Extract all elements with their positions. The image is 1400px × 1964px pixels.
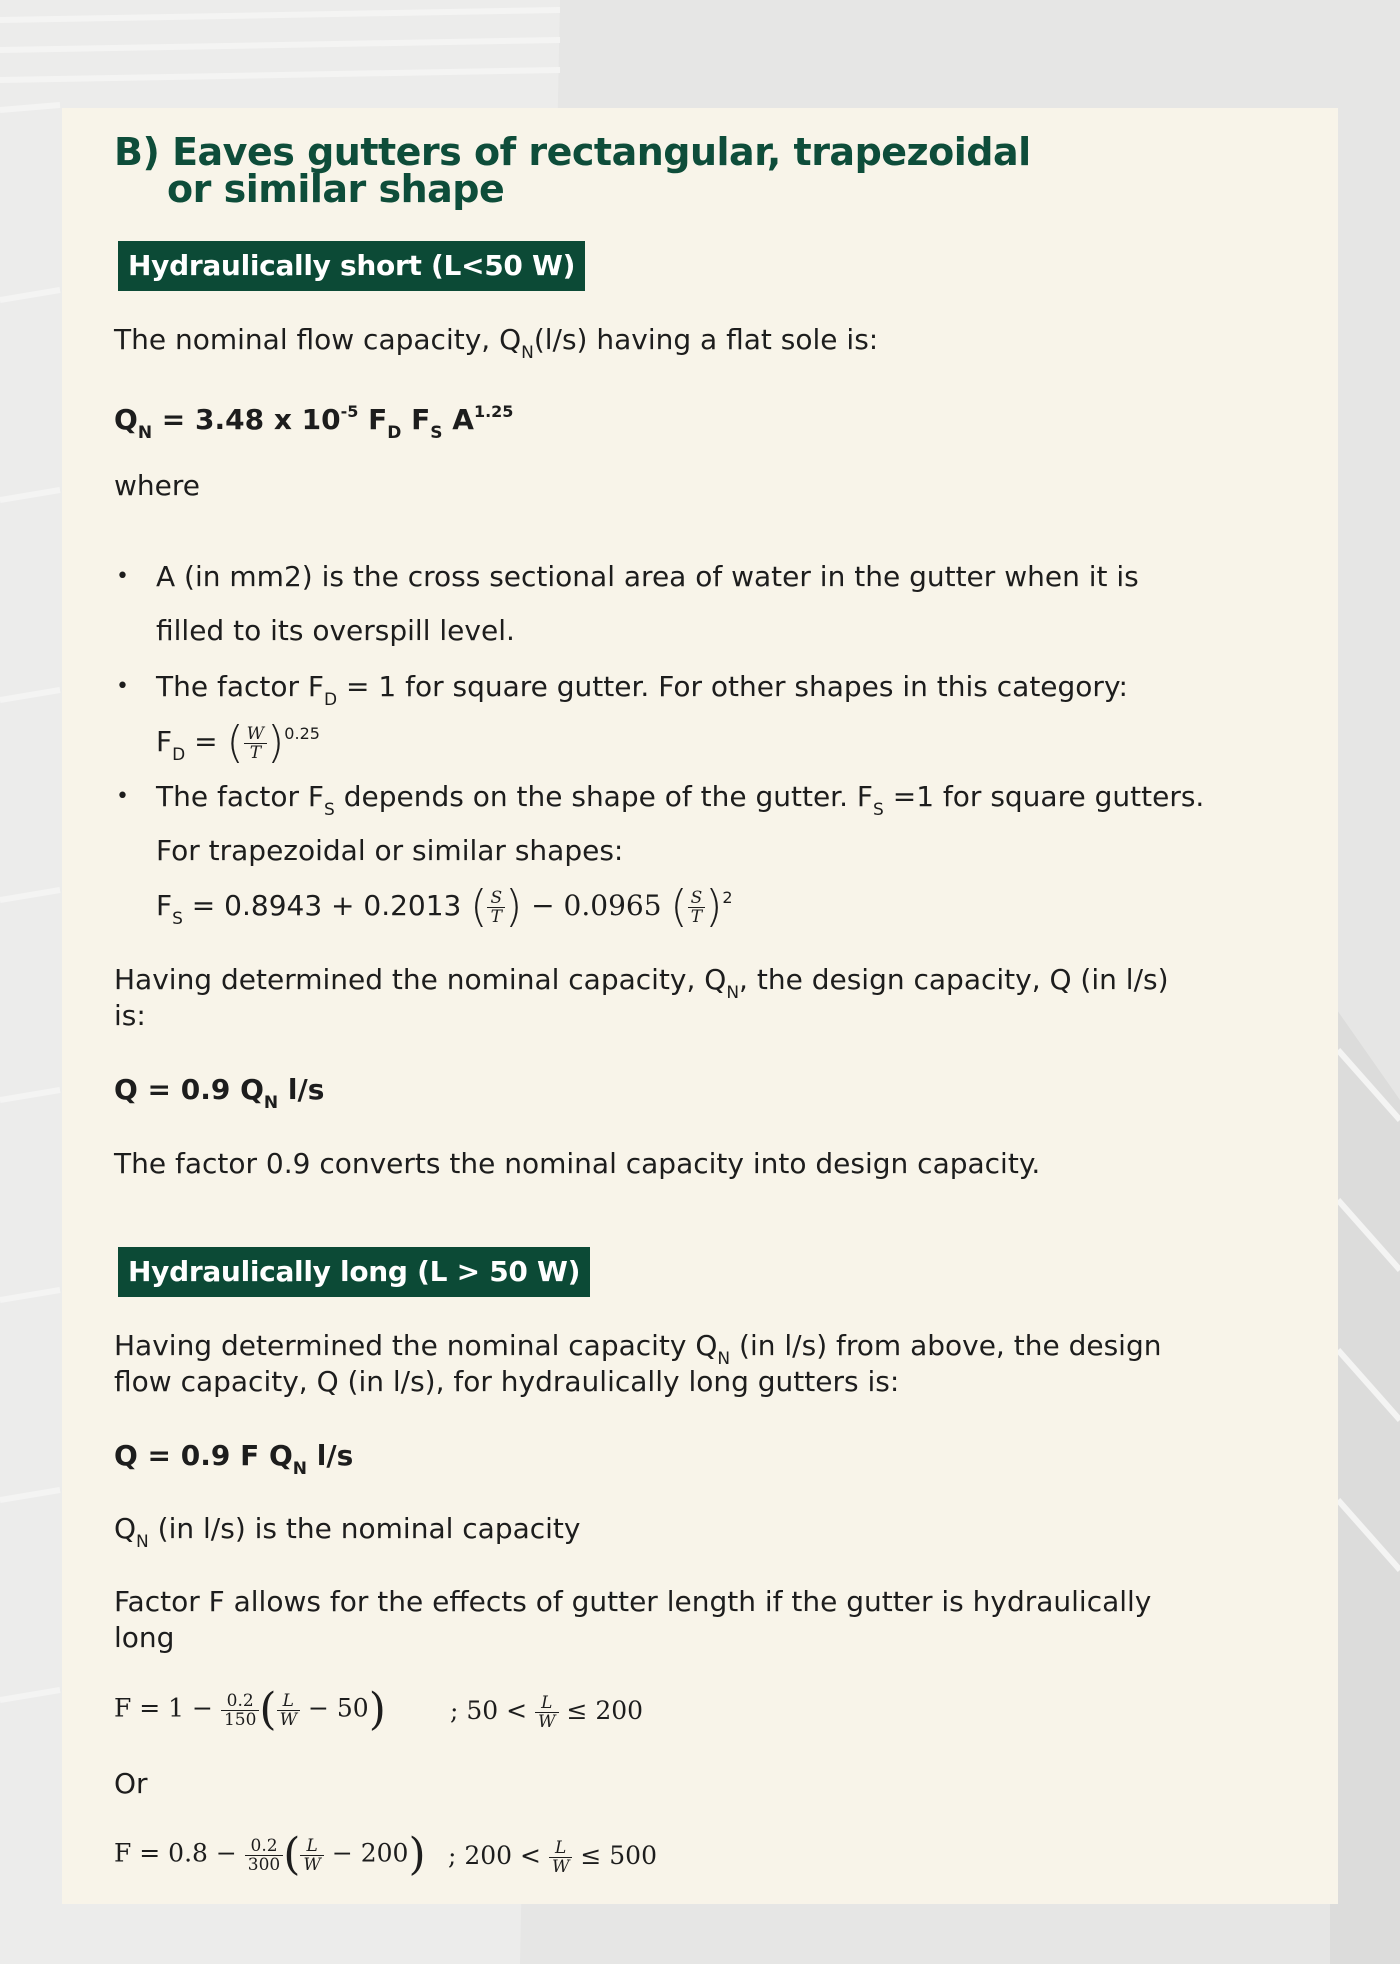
qn-definition: $Q_N$ (in l/s) is the nominal capacity bbox=[114, 1512, 581, 1552]
tag-hydraulically-long: Hydraulically long (L > 50 W) bbox=[118, 1247, 590, 1297]
long-intro-line1: Having determined the nominal capacity $Q_N$ (in l/s) from above, the design bbox=[114, 1329, 1162, 1369]
bullet-fd-text: The factor $F_D = 1$ for square gutter. For other shapes in this category: bbox=[156, 670, 1128, 710]
factor-f-line1: Factor F allows for the effects of gutter length if the gutter is hydraulically bbox=[114, 1585, 1152, 1618]
section-title-line1 bbox=[114, 132, 1031, 172]
where-label: where bbox=[114, 469, 200, 502]
factor-explanation: The factor 0.9 converts the nominal capacity into design capacity. bbox=[114, 1147, 1041, 1180]
bullet-area-line1: A (in mm2) is the cross sectional area of water in the gutter when it is bbox=[156, 560, 1139, 593]
bullet-fs-text: The factor $F_S$ depends on the shape of the gutter. $F_S =1$ for square gutters. bbox=[156, 780, 1205, 820]
tag-hydraulically-short: Hydraulically short (L<50 W) bbox=[118, 241, 585, 291]
long-design-formula: Q = 0.9 F $Q_N$ l/s bbox=[114, 1439, 354, 1479]
having-determined-text: Having determined the nominal capacity, $Q_N$, the design capacity, Q (in l/s) bbox=[114, 963, 1169, 1003]
short-intro: The nominal flow capacity, $Q_N(l/s)$ having a flat sole is: bbox=[114, 323, 879, 363]
section-letter: B) bbox=[114, 130, 160, 174]
f-formula-1: F = 1 − $\frac{0.2}{150}$ ( $\frac{L}{W}$ − 50) bbox=[114, 1684, 386, 1735]
fs-formula: $F_S = 0.8943 + 0.2013$ ( $\frac{S}{T}$ ) − 0.0965 ( $\frac{S}{T}$ )$^2$ bbox=[156, 881, 733, 932]
bullet-dot: • bbox=[116, 564, 129, 589]
section-title-text: Eaves gutters of rectangular, trapezoidal bbox=[172, 130, 1031, 174]
or-label: Or bbox=[114, 1767, 148, 1800]
bullet-fs-line2: For trapezoidal or similar shapes: bbox=[156, 834, 624, 867]
bullet-dot: • bbox=[116, 674, 129, 699]
factor-f-line2: long bbox=[114, 1621, 175, 1654]
long-intro-line2: flow capacity, Q (in l/s), for hydraulically long gutters is: bbox=[114, 1365, 900, 1398]
bullet-area-line2: filled to its overspill level. bbox=[156, 614, 515, 647]
qn-formula: $Q_N = 3.48$ x $10^{-5}$ $F_D$ $F_S$ $A^{1.25}$ bbox=[114, 402, 514, 443]
fd-formula: $F_D$ = ( $\frac{W}{T}$ )$^{0.25}$ bbox=[156, 717, 320, 768]
f-condition-1: ; 50 < $\frac{L}{W}$ ≤ 200 bbox=[450, 1693, 644, 1732]
f-formula-2: F = 0.8 − $\frac{0.2}{300}$ ( $\frac{L}{W}$ − 200) bbox=[114, 1829, 426, 1880]
section-title-line2: or similar shape bbox=[167, 167, 505, 211]
having-determined-line2: is: bbox=[114, 999, 146, 1032]
bullet-dot: • bbox=[116, 784, 129, 809]
f-condition-2: ; 200 < $\frac{L}{W}$ ≤ 500 bbox=[448, 1838, 657, 1877]
design-capacity-formula: Q = 0.9 $Q_N$ l/s bbox=[114, 1073, 325, 1113]
